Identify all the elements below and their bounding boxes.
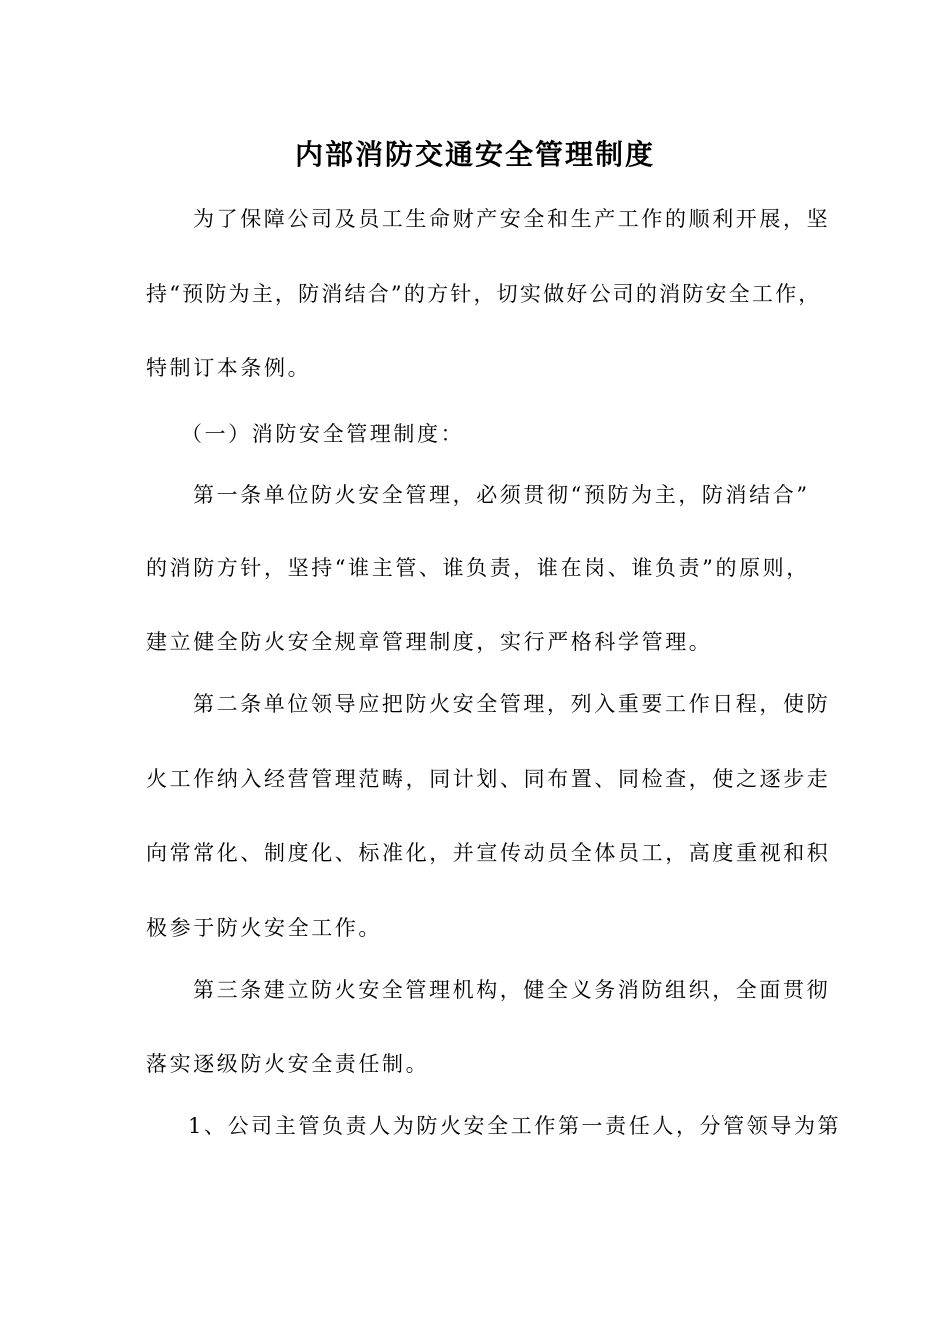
document-title: 内部消防交通安全管理制度 — [294, 138, 655, 171]
section-heading: （一）消防安全管理制度： — [181, 422, 465, 446]
paragraph-line: 第一条单位防火安全管理，必须贯彻“预防为主，防消结合” — [193, 483, 810, 507]
paragraph-line: 极参于防火安全工作。 — [146, 916, 382, 940]
paragraph-line: 的消防方针，坚持“谁主管、谁负责，谁在岗、谁负责”的原则， — [146, 556, 810, 580]
paragraph-line: 向常常化、制度化、标准化，并宣传动员全体员工，高度重视和积 — [146, 841, 831, 865]
paragraph-line: 为了保障公司及员工生命财产安全和生产工作的顺利开展，坚 — [193, 207, 831, 231]
paragraph-line: 建立健全防火安全规章管理制度，实行严格科学管理。 — [146, 630, 713, 654]
paragraph-line: 第二条单位领导应把防火安全管理，列入重要工作日程，使防 — [193, 692, 831, 716]
list-item-line: 1、公司主管负责人为防火安全工作第一责任人，分管领导为第 — [188, 1114, 842, 1138]
paragraph-line: 落实逐级防火安全责任制。 — [146, 1052, 430, 1076]
paragraph-line: 第三条建立防火安全管理机构，健全义务消防组织，全面贯彻 — [193, 978, 831, 1002]
paragraph-line: 持“预防为主，防消结合”的方针，切实做好公司的消防安全工作， — [146, 282, 822, 306]
paragraph-line: 火工作纳入经营管理范畴，同计划、同布置、同检查，使之逐步走 — [146, 767, 831, 791]
paragraph-line: 特制订本条例。 — [146, 356, 312, 380]
